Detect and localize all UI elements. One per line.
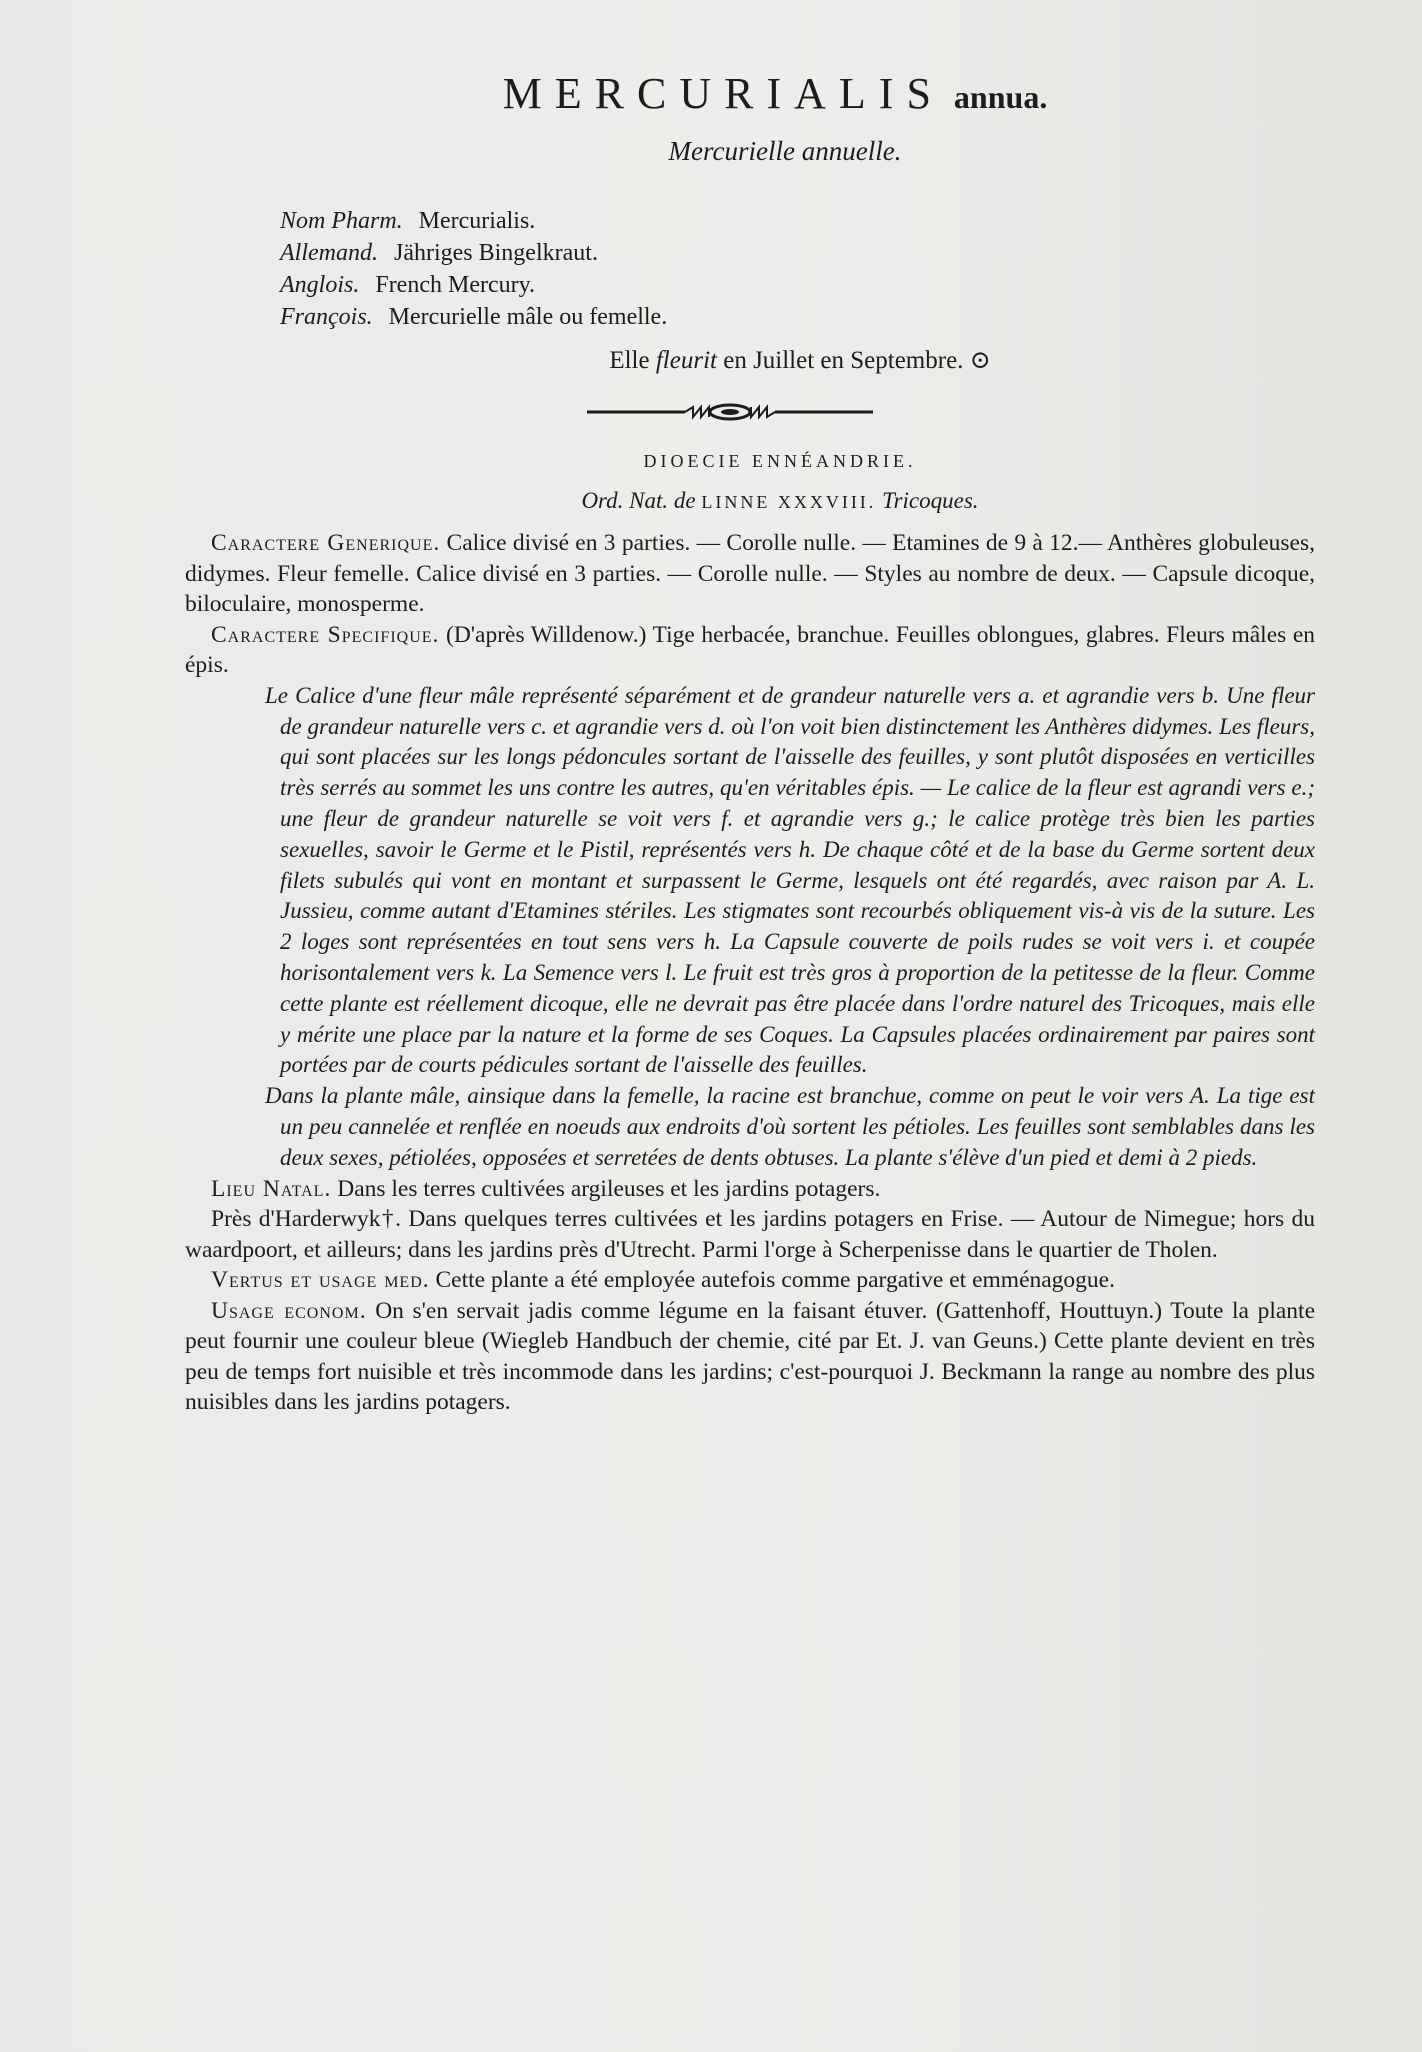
flowering-post: en Juillet en Septembre. [723, 347, 964, 375]
title-species: annua. [953, 79, 1048, 115]
generic-text: Calice divisé en 3 parties. — Corolle nulle. — Etamines de 9 à 12.— Anthères globuleuses, didymes. Fleur femelle. Calice divisé en 3 parties. — Corolle nulle. — Styles au nombre de deux. — Capsule dicoque, biloculaire, monosperme. [185, 530, 1315, 618]
description-body [185, 528, 1315, 1417]
natural-order [185, 488, 1315, 514]
name-language: Allemand. [280, 240, 378, 267]
name-value: Mercurielle mâle ou femelle. [388, 304, 668, 331]
page-title [185, 70, 1315, 118]
medical-text: Cette plante a été employée autefois comme pargative et emménagogue. [435, 1267, 1115, 1294]
habitat-label: Lieu Natal. [211, 1175, 332, 1202]
name-row [280, 269, 1315, 301]
common-name: Mercurielle annuelle. [668, 136, 902, 167]
name-value: Mercurialis. [418, 208, 536, 235]
name-value: French Mercury. [375, 272, 536, 299]
name-language: Anglois. [280, 272, 360, 299]
flowering-pre: Elle [609, 347, 650, 375]
name-row [280, 301, 1315, 333]
flowering-time [185, 345, 1315, 375]
plate-description: Le Calice d'une fleur mâle représenté séparément et de grandeur naturelle vers a. et agrandie vers b. Une fleur de grandeur naturelle vers c. et agrandie vers d. où l'on voit bien distinctement les Anthères didymes. Les fleurs, qui sont placées sur les longs pédoncules sortant de l'aisselle des feuilles, y sont plutôt disposées en verticilles très serrés au sommet les uns contre les autres, qu'en véritables épis. — Le calice de la fleur est agrandi vers e.; une fleur de grandeur naturelle se voit vers f. et agrandie vers g.; le calice protège très bien les parties sexuelles, savoir le Germe et le Pistil, représentés vers h. De chaque côté et de la base du Germe sortent deux filets subulés qui vont en montant et surpassent le Germe, lesquels ont été regardés, avec raison par A. L. Jussieu, comme autant d'Etamines stériles. Les stigmates sont recourbés obliquement vis-à vis de la suture. Les 2 loges sont représentées en tout sens vers h. La Capsule couverte de poils rudes se voit vers i. et coupée horisontalement vers k. La Semence vers l. Le fruit est très gros à proportion de la petitesse de la fleur. Comme cette plante est réellement dicoque, elle ne devrait pas être placée dans l'ordre naturel des Tricoques, mais elle y mérite une place par la nature et la forme de ses Coques. La Capsules placées ordinairement par paires sont portées par de courts pédicules sortant de l'aisselle des feuilles. [265, 682, 1315, 1078]
name-row [280, 205, 1315, 237]
title-genus: MERCURIALIS [502, 69, 944, 118]
medical-use [185, 1265, 1315, 1296]
page-content [185, 70, 1315, 1418]
vernacular-names [280, 205, 1315, 333]
ornament-divider-icon [585, 403, 875, 421]
annual-symbol-icon: ⊙ [969, 347, 991, 375]
ord-name: LINNE XXXVIII. [701, 492, 877, 513]
economic-text: On s'en servait jadis comme légume en la faisant étuver. (Gattenhoff, Houttuyn.) Toute la plante peut fournir une couleur bleue (Wiegleb Handbuch der chemie, cité par Et. J. van Geuns.) Cette plante devient en très peu de temps fort nuisible et très incommode dans les jardins; c'est-pourquoi J. Beckmann la range au nombre des plus nuisibles dans les jardins potagers. [185, 1297, 1316, 1416]
habitat-text: Dans les terres cultivées argileuses et les jardins potagers. [337, 1175, 881, 1202]
plant-description: Dans la plante mâle, ainsique dans la femelle, la racine est branchue, comme on peut le voir vers A. La tige est un peu cannelée et renflée en noeuds aux endroits d'où sortent les pétioles. Les feuilles sont semblables dans les deux sexes, pétiolées, opposées et serretées de dents obtuses. La plante s'élève d'un pied et demi à 2 pieds. [265, 1083, 1315, 1170]
specific-label: Caractere Specifique. [211, 621, 440, 648]
name-value: Jähriges Bingelkraut. [393, 240, 598, 267]
economic-label: Usage econom. [211, 1297, 367, 1324]
specific-character [185, 620, 1315, 681]
name-language: Nom Pharm. [280, 208, 403, 235]
generic-label: Caractere Generique. [211, 530, 441, 557]
medical-label: Vertus et usage med. [211, 1267, 430, 1294]
specific-text: (D'après Willdenow.) Tige herbacée, branchue. Feuilles oblongues, glabres. Fleurs mâles en épis. [185, 621, 1316, 679]
economic-use [185, 1296, 1315, 1418]
flowering-verb: fleurit [655, 347, 717, 375]
generic-character [185, 528, 1315, 620]
linnaean-class: DIOECIE ENNÉANDRIE. [643, 451, 917, 472]
native-habitat [185, 1174, 1315, 1205]
localities: Près d'Harderwyk†. Dans quelques terres cultivées et les jardins potagers en Frise. — Autour de Nimegue; hors du waardpoort, et ailleurs; dans les jardins près d'Utrecht. Parmi l'orge à Scherpenisse dans le quartier de Tholen. [185, 1206, 1315, 1263]
name-language: François. [280, 304, 373, 331]
name-row [280, 237, 1315, 269]
ord-prefix: Ord. Nat. de [581, 488, 696, 514]
ord-suffix: Tricoques. [882, 488, 979, 514]
